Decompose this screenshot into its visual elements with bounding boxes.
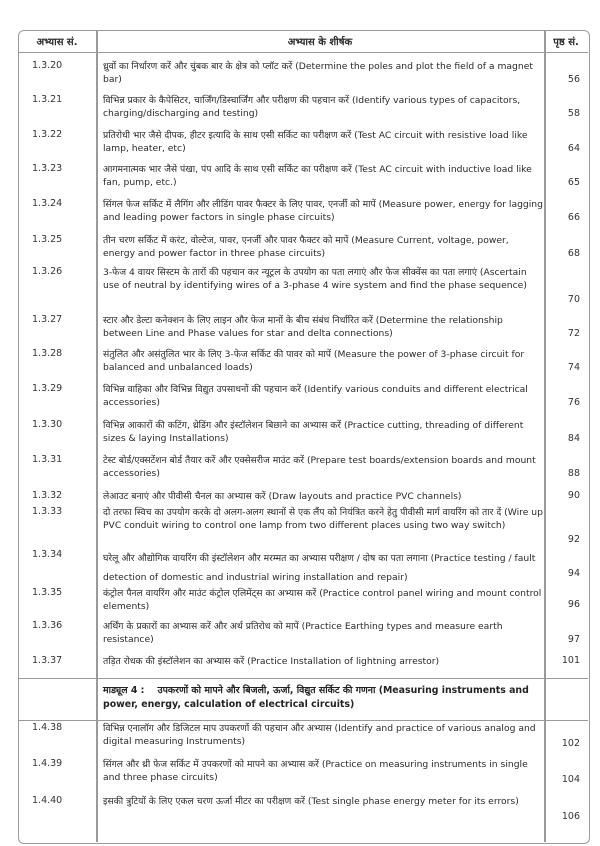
exercise-number: 1.3.27	[32, 314, 63, 325]
exercise-number: 1.4.40	[32, 795, 63, 806]
page-number: 102	[561, 738, 580, 749]
page-number: 84	[567, 433, 580, 444]
page-number: 104	[561, 774, 580, 785]
exercise-number: 1.3.20	[32, 60, 63, 71]
exercise-number: 1.3.21	[32, 94, 63, 105]
exercise-number: 1.4.38	[32, 722, 63, 733]
module-title	[103, 684, 548, 712]
page-number: 76	[567, 397, 580, 408]
page-number: 72	[567, 328, 580, 339]
exercise-title: विभिन्न आकारों की कटिंग, थ्रेडिंग और इंस्टॉलेशन बिछाने का अभ्यास करें (Practice cutting, threading of different sizes & laying Installations)	[103, 420, 524, 444]
exercise-title: सिंगल और थ्री फेज सर्किट में उपकरणों को मापने का अभ्यास करें (Practice on measuring instruments in single and three phase circuits)	[103, 759, 528, 783]
header-exercise-title: अभ्यास के शीर्षक	[287, 37, 353, 48]
page-number: 96	[567, 599, 580, 610]
page-number: 106	[561, 811, 580, 822]
page-number: 88	[567, 468, 580, 479]
exercise-number: 1.3.23	[32, 163, 63, 174]
page-number: 70	[567, 294, 580, 305]
page-number: 64	[567, 143, 580, 154]
exercise-number: 1.3.25	[32, 234, 63, 245]
header-exercise-no: अभ्यास सं.	[36, 37, 78, 48]
exercise-number: 1.3.31	[32, 454, 63, 465]
exercise-title: लेआउट बनाएं और पीवीसी चैनल का अभ्यास करें (Draw layouts and practice PVC channels)	[103, 491, 462, 502]
page-number: 58	[567, 108, 580, 119]
exercise-title: विभिन्न वाहिका और विभिन्न विद्युत उपसाधनों की पहचान करें (Identify various conduits and different electrical accessories)	[103, 384, 528, 408]
exercise-number: 1.3.28	[32, 348, 63, 359]
exercise-number: 1.3.32	[32, 490, 63, 501]
exercise-number: 1.3.30	[32, 419, 63, 430]
module-label: माड्यूल 4 :	[103, 685, 145, 696]
header-page-no: पृष्ठ सं.	[553, 37, 579, 48]
exercise-title: तड़ित रोधक की इंस्टॉलेशन का अभ्यास करें (Practice Installation of lightning arrestor)	[103, 656, 440, 667]
exercise-number: 1.3.36	[32, 620, 63, 631]
exercise-title: आगमनात्मक भार जैसे पंखा, पंप आदि के साथ एसी सर्किट का परीक्षण करें (Test AC circuit with inductive load like fan, pump, etc.)	[103, 164, 532, 188]
page-number: 65	[567, 177, 580, 188]
exercise-number: 1.3.24	[32, 198, 63, 209]
exercise-title: इसकी त्रुटियों के लिए एकल चरण ऊर्जा मीटर का परीक्षण करें (Test single phase energy meter for its errors)	[103, 796, 519, 807]
page-number: 97	[567, 634, 580, 645]
exercise-title: 3-फेज 4 वायर सिस्टम के तारों की पहचान कर न्यूट्रल के उपयोग का पता लगाएं और फेज सीक्वेंस का पता लगाएं (Ascertain use of neutral by identifying wires of a 3-phase 4 wire system and find the phase sequence)	[103, 267, 527, 291]
exercise-title: स्टार और डेल्टा कनेक्शन के लिए लाइन और फेज मानों के बीच संबंध निर्धारित करें (Determine the relationship between Line and Phase values for star and delta connections)	[103, 315, 503, 339]
page-number: 74	[567, 362, 580, 373]
exercise-title: विभिन्न एनालॉग और डिजिटल माप उपकरणों की पहचान और अभ्यास (Identify and practice of various analog and digital measuring Instruments)	[103, 723, 536, 747]
exercise-number: 1.3.22	[32, 129, 63, 140]
exercise-number: 1.3.29	[32, 383, 63, 394]
page-number: 68	[567, 248, 580, 259]
exercise-title: विभिन्न प्रकार के कैपेसिटर, चार्जिंग/डिस्चार्जिंग और परीक्षण की पहचान करें (Identify various types of capacitors, charging/discharging and testing)	[103, 95, 521, 119]
exercise-title: टेस्ट बोर्ड/एक्सटेंशन बोर्ड तैयार करें और एक्सेसरीज माउंट करें (Prepare test boards/extension boards and mount accessories)	[103, 455, 536, 479]
exercise-title: सिंगल फेज सर्किट में लैगिंग और लीडिंग पावर फैक्टर के लिए पावर, एनर्जी को मापें (Measure power, energy for lagging and leading power factors in single phase circuits)	[103, 199, 543, 223]
exercise-number: 1.3.34	[32, 549, 63, 560]
page-number: 66	[567, 212, 580, 223]
page-number: 94	[567, 568, 580, 579]
exercise-title: दो तरफा स्विच का उपयोग करके दो अलग-अलग स्थानों से एक लैंप को नियंत्रित करने हेतु पीवीसी मार्ग वायरिंग को तार दें (Wire up PVC conduit wiring to control one lamp from two different places using two way switch)	[103, 507, 543, 531]
exercise-title: अर्थिंग के प्रकारों का अभ्यास करें और अर्थ प्रतिरोध को मापें (Practice Earthing types and measure earth resistance)	[103, 621, 503, 645]
page-number: 101	[561, 655, 580, 666]
exercise-title: संतुलित और असंतुलित भार के लिए 3-फेज सर्किट की पावर को मापें (Measure the power of 3-phase circuit for balanced and unbalanced loads)	[103, 349, 525, 373]
page-number: 90	[567, 490, 580, 501]
exercise-title: घरेलू और औद्योगिक वायरिंग की इंस्टॉलेशन और मरम्मत का अभ्यास परीक्षण / दोष का पता लगाना (Practice testing / fault detection of domestic and industrial wiring installation and repair)	[103, 553, 536, 583]
exercise-number: 1.3.33	[32, 506, 63, 517]
page-number: 92	[567, 534, 580, 545]
exercise-title: ध्रुवों का निर्धारण करें और चुंबक बार के क्षेत्र को प्लॉट करें (Determine the poles and plot the field of a magnet bar)	[103, 61, 533, 85]
exercise-title: कंट्रोल पैनल वायरिंग और माउंट कंट्रोल एलिमेंट्स का अभ्यास करें (Practice control panel wiring and mount control elements)	[103, 588, 542, 612]
module-header-row	[18, 678, 588, 721]
exercise-number: 1.4.39	[32, 758, 63, 769]
exercise-title: प्रतिरोधी भार जैसे दीपक, हीटर इत्यादि के साथ एसी सर्किट का परीक्षण करें (Test AC circuit with resistive load like lamp, heater, etc)	[103, 130, 528, 154]
exercise-number: 1.3.37	[32, 655, 63, 666]
module-heading: उपकरणों को मापने और बिजली, ऊर्जा, विद्युत सर्किट की गणना (Measuring instruments and power, energy, calculation of electrical circuits)	[103, 685, 529, 710]
exercise-title: तीन चरण सर्किट में करंट, वोल्टेज, पावर, एनर्जी और पावर फैक्टर को मापें (Measure Current, voltage, power, energy and power factor in three phase circuits)	[103, 235, 509, 259]
page-number: 56	[567, 74, 580, 85]
exercise-number: 1.3.26	[32, 266, 63, 277]
exercise-number: 1.3.35	[32, 587, 63, 598]
